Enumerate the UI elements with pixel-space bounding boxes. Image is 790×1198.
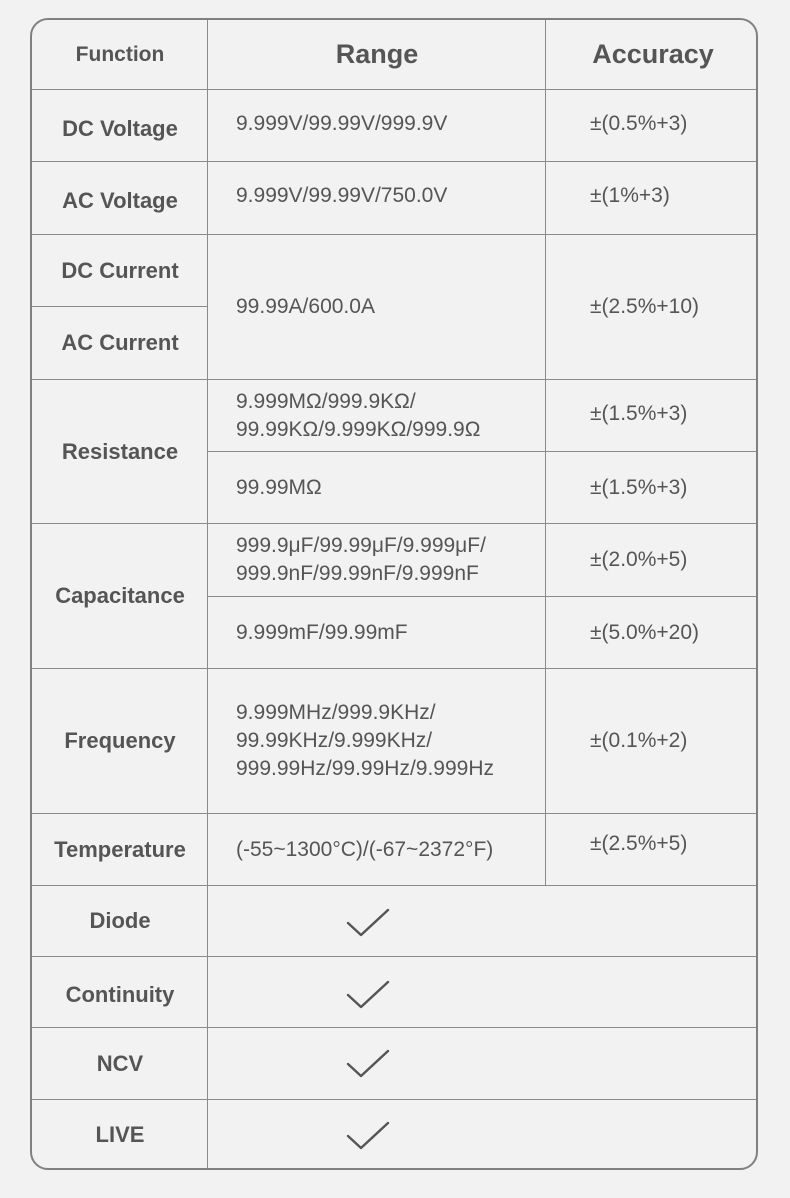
range-capacitance-2: 9.999mF/99.99mF: [236, 620, 408, 644]
accuracy-current: ±(2.5%+10): [590, 295, 699, 318]
range-capacitance-1: 999.9μF/99.99μF/9.999μF/ 999.9nF/99.99nF/9.999nF: [236, 534, 486, 585]
accuracy-resistance-1: ±(1.5%+3): [590, 401, 688, 425]
accuracy-capacitance-2: ±(5.0%+20): [590, 620, 699, 644]
function-dc-current: DC Current: [61, 257, 179, 283]
range-resistance-2: 99.99MΩ: [236, 475, 322, 499]
function-continuity: Continuity: [65, 982, 175, 1007]
function-frequency: Frequency: [64, 728, 176, 753]
header-range: Range: [335, 39, 419, 69]
checkmark-icon: [346, 980, 390, 1010]
header-function: Function: [75, 42, 165, 66]
function-resistance: Resistance: [61, 438, 179, 464]
accuracy-ac-voltage: ±(1%+3): [590, 184, 670, 207]
function-ncv: NCV: [96, 1050, 144, 1076]
accuracy-frequency: ±(0.1%+2): [590, 729, 688, 752]
function-live: LIVE: [95, 1122, 145, 1147]
checkmark-icon: [346, 908, 390, 938]
checkmark-icon: [346, 1121, 390, 1151]
range-frequency: 9.999MHz/999.9KHz/ 99.99KHz/9.999KHz/ 999.99Hz/99.99Hz/9.999Hz: [236, 701, 494, 780]
accuracy-capacitance-1: ±(2.0%+5): [590, 548, 688, 571]
accuracy-temperature: ±(2.5%+5): [590, 831, 688, 855]
range-current: 99.99A/600.0A: [236, 295, 375, 318]
header-accuracy: Accuracy: [592, 39, 714, 69]
accuracy-dc-voltage: ±(0.5%+3): [590, 111, 688, 135]
range-ac-voltage: 9.999V/99.99V/750.0V: [236, 184, 448, 207]
function-ac-voltage: AC Voltage: [62, 188, 178, 213]
function-ac-current: AC Current: [61, 330, 179, 355]
checkmark-icon: [346, 1049, 390, 1079]
range-dc-voltage: 9.999V/99.99V/999.9V: [236, 111, 448, 135]
function-dc-voltage: DC Voltage: [62, 116, 178, 141]
range-resistance-1: 9.999MΩ/999.9KΩ/ 99.99KΩ/9.999KΩ/999.9Ω: [236, 389, 481, 441]
function-temperature: Temperature: [54, 836, 186, 862]
accuracy-resistance-2: ±(1.5%+3): [590, 475, 688, 499]
range-temperature: (-55~1300°C)/(-67~2372°F): [236, 837, 494, 861]
function-capacitance: Capacitance: [55, 583, 185, 608]
function-diode: Diode: [89, 908, 151, 933]
spec-table: [30, 18, 758, 1170]
